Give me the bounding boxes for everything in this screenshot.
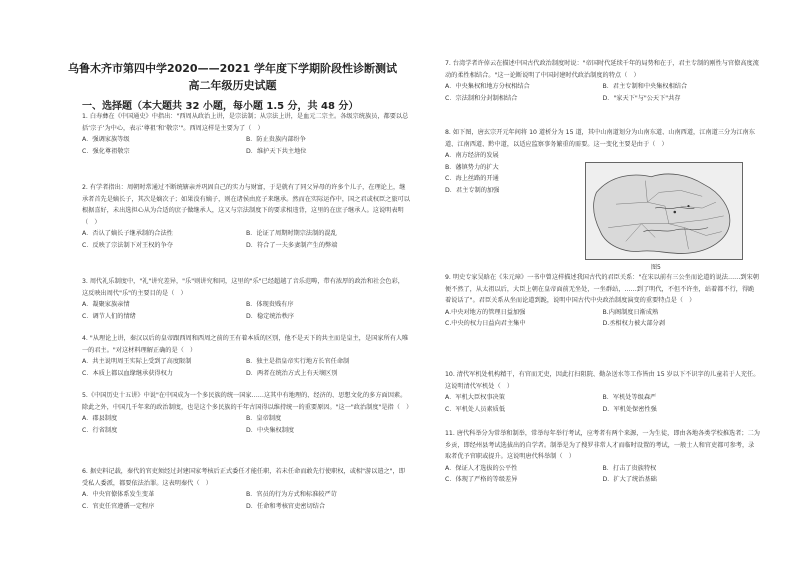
option-b: B．论证了周期时期宗法制的混乱 bbox=[246, 230, 337, 238]
question-stem: 5.《中国历史十五讲》中说"在中国成为一个多民族的统一国家……这其中有地理的、经济的、思想文化的多方面因素。除此之外，中国几千年来的政治制度，也是这个多民族的千年古国得以维持统一的重要原因。"这一"政治制度"是指（ ） bbox=[82, 392, 413, 411]
question-4 bbox=[82, 333, 410, 379]
question-9 bbox=[445, 272, 760, 330]
option-c: C．官吏任官遵循一定程序 bbox=[82, 502, 155, 510]
map-illustration bbox=[586, 163, 742, 259]
option-b: B．藩镇势力的扩大 bbox=[445, 163, 499, 171]
option-b: B．防止贵族内部纷争 bbox=[246, 136, 306, 144]
option-a: A．中央集权和地方分权相结合 bbox=[445, 83, 530, 91]
question-6 bbox=[82, 466, 410, 512]
option-c: C．强化尊祖敬宗 bbox=[82, 147, 130, 155]
option-c: C.中央的权力日益向君主集中 bbox=[445, 320, 526, 328]
option-d: D.丞相权力被大部分剥 bbox=[602, 320, 665, 328]
option-a: A．凝聚家族亲情 bbox=[82, 301, 130, 309]
option-d: D．两者在统治方式上有天壤区别 bbox=[246, 369, 338, 377]
question-stem: 11. 唐代科举分为常举和制举，常举每年举行考试，应考者有两个来源，一为生徒，即由各地各类学校推选者；二为乡贡，即经州县考试选拔出的自学者。制举是为了搜罗非常人才而临时设置的考试，一般士人和官吏都可参考，录取者优予官职或提升。这说明唐代科举制（ ） bbox=[445, 430, 760, 461]
question-stem: 9. 明史专家吴晗在《朱元璋》一书中曾这样描述我国古代的君臣关系："在宋以前有三公坐而论道的说法……到宋朝便不然了，从太祖以后，大臣上朝在皇帝面前无坐处，一坐群站，……到了明代，不但不许坐，站着都不行，得跪着说话了"。君臣关系从坐而论道到跪，说明中国古代中央政治制度演变的重要特点是（ ） bbox=[445, 274, 759, 305]
question-10 bbox=[445, 369, 760, 415]
option-c: C．反映了宗法制下对王权的争夺 bbox=[82, 241, 173, 249]
question-stem: 6. 据史料记载，秦代的官吏须经过封建国家考核后正式委任才能任职，若未任命而敢先行使职权，或相"游以遣之"，即受私人委派，都要依法治罪。这表明秦代（ ） bbox=[82, 468, 405, 487]
option-a: A．军机大臣权事决策 bbox=[445, 394, 505, 402]
question-3 bbox=[82, 276, 410, 322]
option-c: C．本质上都以血缘继承获得权力 bbox=[82, 369, 173, 377]
option-a: A．强调家族等级 bbox=[82, 136, 130, 144]
question-stem: 7. 台湾学者许倬云在描述中国古代政治制度时说："帝国时代延续千年的局势和在于，君主专制的刚性与官僚高度流动的柔性相结合。"这一论断说明了中国封建时代政治制度的特点（ ） bbox=[445, 60, 759, 79]
question-stem: 8. 如下图，唐玄宗开元年间将 10 道析分为 15 道，其中山南道划分为山南东道、山南西道，江南道三分为江南东道、江南西道、黔中道，以适应监察事务繁重的需要。这一变化主要是由于（ ） bbox=[445, 129, 755, 148]
option-b: B．体现贵贱有序 bbox=[246, 301, 294, 309]
option-d: D．中央集权制度 bbox=[246, 426, 295, 434]
option-a: A.中央对地方的管理日益加强 bbox=[445, 308, 526, 316]
map-caption: 图5 bbox=[651, 264, 661, 271]
question-stem: 3. 周代礼乐制度中，"礼"讲究差异，"乐"则讲究和同，这里的"乐"已经超越了音乐范畴，带有浓厚的政治和社会色彩，这反映出周代"乐"的主要目的是（ ） bbox=[82, 278, 404, 297]
exam-header bbox=[60, 60, 405, 94]
question-stem: 2. 有学者指出：周朝时常通过不断统辖亲并巩固自己的实力与财富，于是就有了同父异母的许多个儿子，在理论上，继承者首先是嫡长子，其次是嫡次子；如果没有嫡子，则在诸侯由庶子来继承。然而在实际运作中，国之君或权臣之旅可以根据喜好，未出选担心从为合适的庶子做继承人，这又与宗法制度下的要求相违背，这里的在庶子继承人。这说明表明（ ） bbox=[82, 184, 410, 226]
question-5 bbox=[82, 390, 413, 436]
option-b: B．官员的行为方式和标准较严苛 bbox=[246, 491, 337, 499]
exam-title-line1: 乌鲁木齐市第四中学2020——2021 学年度下学期阶段性诊断测试 bbox=[67, 62, 398, 75]
option-c: C．调节人们的情绪 bbox=[82, 312, 136, 320]
option-d: D．"家天下"与"公天下"共存 bbox=[602, 94, 681, 102]
option-a: A．否认了嫡长子继承制的合法性 bbox=[82, 230, 173, 238]
option-a: A．中央官僚体系发生变革 bbox=[82, 491, 155, 499]
question-1 bbox=[82, 111, 410, 157]
option-d: D．任命和考核官吏密切结合 bbox=[246, 502, 326, 510]
option-b: B．皇帝制度 bbox=[246, 415, 282, 423]
option-b: B．打击了贵族特权 bbox=[602, 464, 657, 472]
option-d: D．扩大了统治基础 bbox=[602, 476, 657, 484]
option-c: C．行省制度 bbox=[82, 426, 118, 434]
option-a: A．南方经济的发展 bbox=[445, 152, 499, 160]
option-d: D．符合了一夫多妻制产生的弊端 bbox=[246, 241, 338, 249]
option-b: B．军机处等级森严 bbox=[602, 394, 657, 402]
option-b: B．独主是指皇帝实行地方长官任命制 bbox=[246, 358, 350, 366]
option-c: C．宗法制和分封制相结合 bbox=[445, 94, 518, 102]
option-c: C．军机处人员素质低 bbox=[445, 405, 506, 413]
question-7 bbox=[445, 58, 760, 104]
option-c: C．海上丝路的开通 bbox=[445, 175, 499, 183]
question-stem: 4. "从理论上讲，秦汉以后的皇帝跟西周和西周之前的王有着本质的区别，他不是天下的共主而是皇主，是国家所有人唯一的君主。"对这材料理解正确的是（ ） bbox=[82, 335, 409, 354]
tang-dynasty-map bbox=[585, 162, 743, 260]
option-d: D．君主专制的加强 bbox=[445, 186, 500, 194]
option-d: D．军机处保密性强 bbox=[602, 405, 657, 413]
option-a: A．保证人才选拔的公平性 bbox=[445, 464, 518, 472]
question-stem: 10. 清代军机处机构精干，有官而无吏，因此打扫阻院、勤杂送水等工作皆由 15 岁以下不识字的儿童若于人充任。这说明清代军机处（ ） bbox=[445, 371, 760, 390]
question-stem: 1. 白寿彝在《中国通史》中指出："西周从政治上讲，是宗法制；从宗法上讲，是血元二宗主。各级宗统族员，都要以总括‘宗子’为中心，表示‘尊祖’和‘敬宗’"。西周这样是主要为了（ ） bbox=[82, 113, 409, 132]
option-b: B.内阁制度日渐成熟 bbox=[602, 308, 659, 316]
option-a: A．共主说明周王实际上受到了高度限制 bbox=[82, 358, 192, 366]
exam-title-line2: 高二年级历史试题 bbox=[188, 79, 277, 92]
option-b: B．君主专制和中央集权相结合 bbox=[602, 83, 688, 91]
section-title: 一、选择题（本大题共 32 小题，每小题 1.5 分，共 48 分） bbox=[82, 101, 359, 112]
question-2 bbox=[82, 182, 410, 252]
option-c: C．体现了严格的等级差异 bbox=[445, 476, 518, 484]
option-d: D．稳定统治秩序 bbox=[246, 312, 295, 320]
question-11 bbox=[445, 428, 760, 486]
option-d: D．维护天下共主地位 bbox=[246, 147, 307, 155]
option-a: A．郡县制度 bbox=[82, 415, 118, 423]
